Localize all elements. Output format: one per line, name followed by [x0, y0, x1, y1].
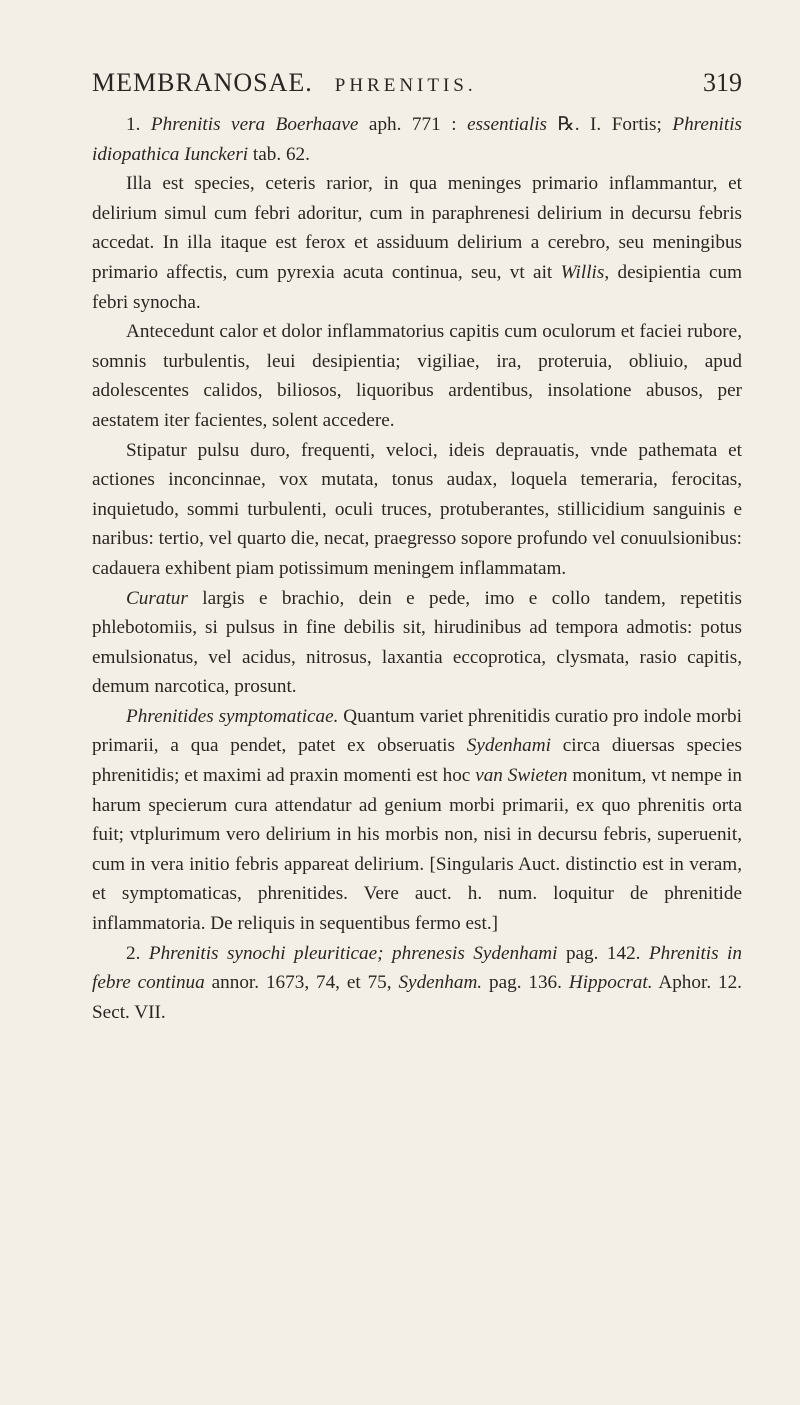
chapter-title: MEMBRANOSAE.	[92, 68, 313, 97]
text-segment: circa diuersas species phrenitidis; et maximi ad praxin momenti est hoc	[92, 735, 742, 787]
section-title: PHRENITIS.	[334, 75, 477, 96]
text-segment: monitum, vt nempe in harum specierum cura attendatur ad genium morbi primarii, ex quo phrenitis orta fuit; vtplurimum vero delirium in his morbis non, nisi in decursu febris, superuenit, cum in vera initio febris appareat delirium. [Singularis Auct. distinctio est in veram, et symptomaticas, phrenitides. Vere auct. h. num. loquitur de phrenitide inflammatoria. De reliquis in sequentibus fermo est.]	[92, 765, 743, 935]
italic-text: Phrenitides symptomaticae.	[126, 705, 339, 727]
italic-text: essentialis	[467, 114, 548, 135]
italic-text: Phrenitis idiopathica Iunckeri	[92, 114, 742, 165]
text-segment: aph. 771 :	[358, 114, 468, 135]
text-segment: tab. 62.	[248, 143, 310, 165]
text-segment: Illa est species, ceteris rarior, in qua meninges primario inflammantur, et delirium simul cum febri adoritur, cum in paraphrenesi delirium in decursu febris accedat. In illa itaque est ferox et assiduum delirium a cerebro, seu meningibus primario affectis, cum pyrexia acuta continua, seu, vt ait	[92, 173, 742, 283]
text-segment: Stipatur pulsu duro, frequenti, veloci, ideis deprauatis, vnde pathemata et actiones inconcinnae, vox mutata, tonus audax, loquela temeraria, ferocitas, inquietudo, sommi turbulenti, oculi truces, protuberantes, stillicidium sanguinis e naribus: tertio, vel quarto die, necat, praegresso sopore profundo vel conuulsionibus: cadauera exhibent piam potissimum meningem inflammatam.	[92, 439, 742, 579]
text-segment: pag. 142.	[557, 942, 649, 964]
paragraph-p5	[92, 584, 742, 702]
italic-text: Willis	[560, 261, 605, 283]
page-number: 319	[703, 68, 742, 97]
italic-text: Curatur	[126, 587, 188, 609]
text-segment: Quantum variet phrenitidis curatio pro indole morbi primarii, a qua pendet, patet ex obseruatis	[92, 705, 742, 757]
paragraph-p4	[92, 436, 742, 584]
italic-text: Hippocrat.	[568, 972, 653, 994]
running-head	[92, 68, 742, 98]
text-segment: , desipientia cum febri synocha.	[92, 261, 742, 313]
italic-text: Phrenitis synochi pleuriticae; phrenesis Sydenhami	[148, 942, 558, 964]
paragraph-p3	[92, 317, 742, 435]
italic-text: Phrenitis vera Boerhaave	[150, 114, 359, 135]
text-segment: ℞. I. Fortis;	[547, 114, 673, 135]
text-segment: largis e brachio, dein e pede, imo e collo tandem, repetitis phlebotomiis, si pulsus in fine debilis sit, hirudinibus ad tempora admotis: potus emulsionatus, vel acidus, nitrosus, laxantia eccoprotica, clysmata, rasio capitis, demum narcotica, prosunt.	[92, 587, 742, 698]
paragraph-p7	[92, 939, 742, 1028]
text-segment: Aphor. 12. Sect. VII.	[92, 972, 742, 1023]
italic-text: Sydenhami	[466, 735, 551, 757]
italic-text: van Swieten	[475, 765, 568, 787]
paragraph-p1	[92, 110, 742, 169]
text-segment: Antecedunt calor et dolor inflammatorius capitis cum oculorum et faciei rubore, somnis turbulentis, leui desipientia; vigiliae, ira, proteruia, obliuio, apud adolescentes calidos, biliosos, liquoribus ardentibus, insolatione abusos, per aestatem iter facientes, solent accedere.	[92, 321, 742, 431]
italic-text: Phrenitis in febre continua	[92, 942, 742, 994]
italic-text: Sydenham.	[398, 972, 483, 994]
paragraph-p2	[92, 169, 742, 317]
paragraph-p6	[92, 702, 742, 939]
text-segment: 2.	[126, 942, 149, 964]
body-text	[92, 110, 742, 1027]
text-segment: 1.	[126, 114, 151, 135]
text-segment: pag. 136.	[482, 972, 569, 994]
text-segment: annor. 1673, 74, et 75,	[204, 972, 399, 994]
